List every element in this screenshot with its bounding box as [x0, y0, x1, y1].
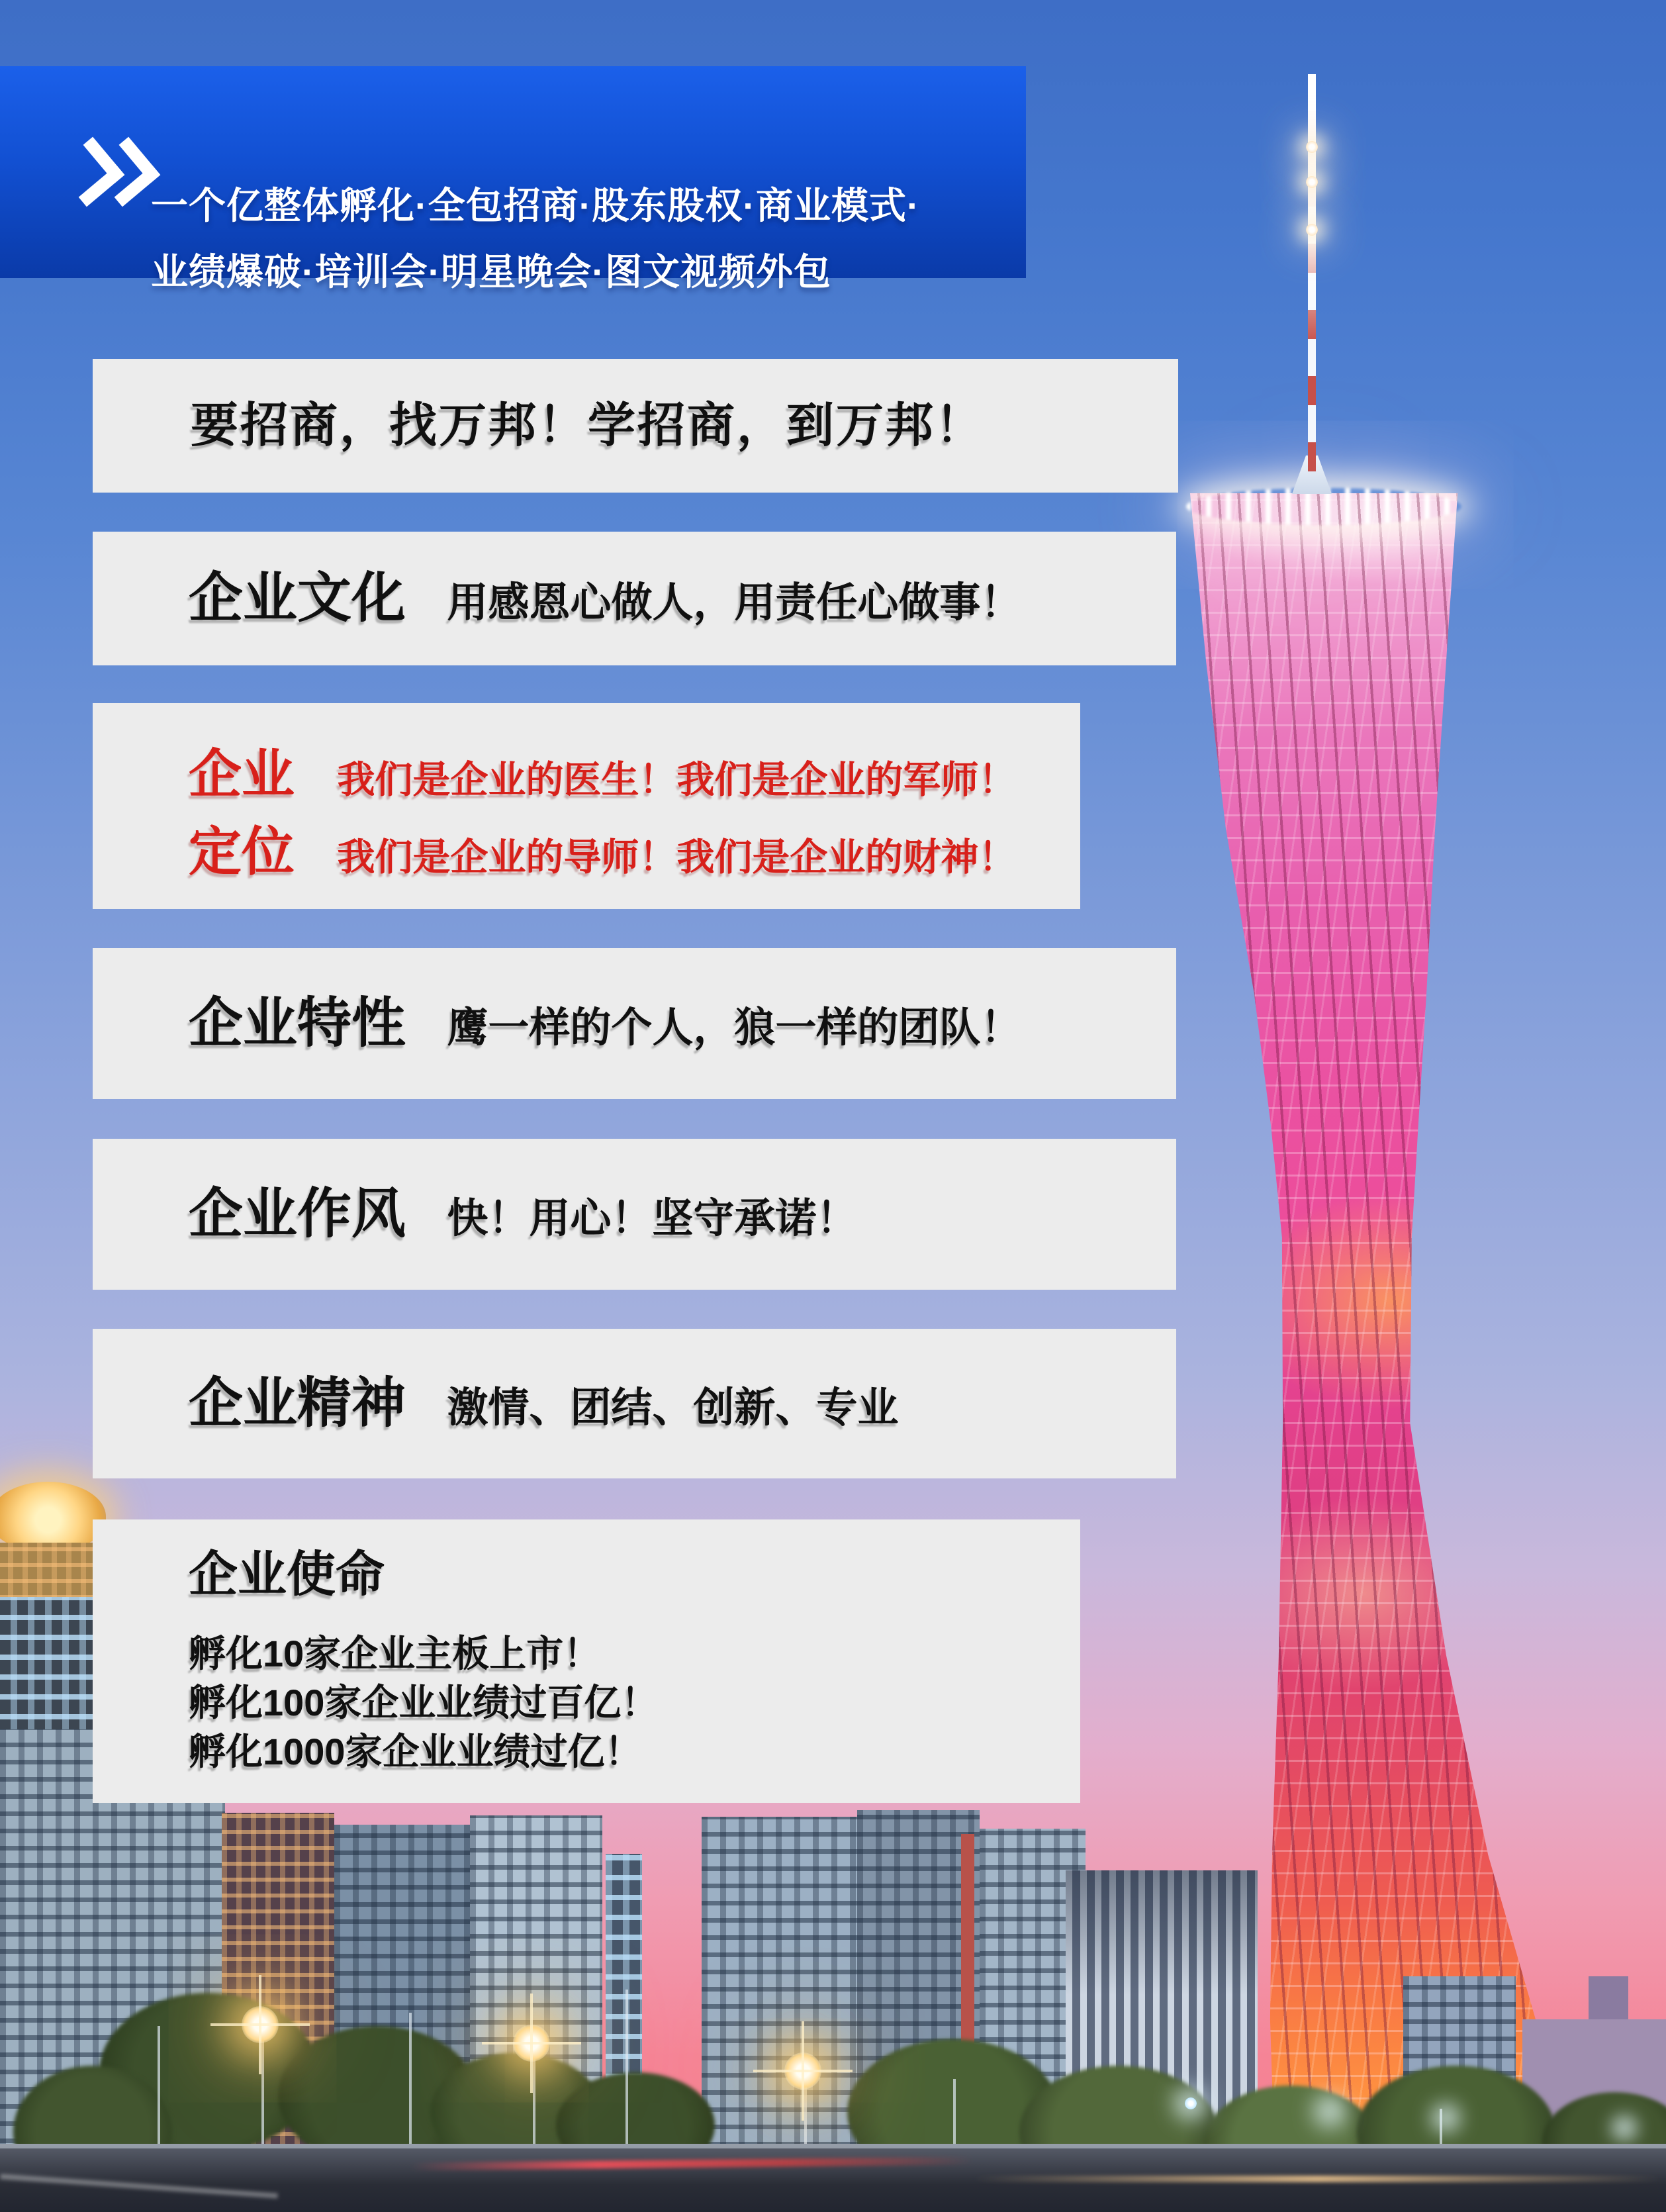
bright-lamp-row	[1185, 2097, 1197, 2109]
section-mission	[93, 1519, 1080, 1803]
section-title: 企业	[189, 745, 295, 804]
section-content: 用感恩心做人，用责任心做事！	[447, 580, 1022, 626]
mission-goal: 孵化1000家企业业绩过亿！	[189, 1731, 642, 1772]
car-light-streak	[973, 2176, 1661, 2182]
building-gold-dome	[0, 1482, 106, 1551]
lamp-starburst	[784, 2052, 821, 2090]
positioning-row	[93, 744, 1080, 821]
slogan-text: 要招商，找万邦！学招商，到万邦！	[191, 399, 986, 452]
slogan-box	[93, 359, 1178, 493]
section-style	[93, 1139, 1176, 1290]
section-culture	[93, 532, 1176, 665]
section-title: 企业使命	[189, 1547, 385, 1602]
banner-line-1: 一个亿整体孵化·全包招商·股东股权·商业模式·	[151, 185, 920, 226]
building-gold-dome-base	[0, 1543, 103, 1599]
banner-services-text	[151, 173, 920, 305]
section-content: 快！用心！坚守承诺！	[447, 1196, 858, 1241]
lamp-starburst	[242, 2006, 279, 2043]
positioning-row	[93, 821, 1080, 898]
section-content: 我们是企业的导师！我们是企业的财神！	[337, 836, 1017, 879]
section-title: 企业特性	[189, 993, 406, 1053]
banner-line-2: 业绩爆破·培训会·明星晚会·图文视频外包	[151, 251, 831, 293]
section-content: 我们是企业的医生！我们是企业的军师！	[337, 759, 1017, 801]
section-title: 企业作风	[189, 1184, 406, 1244]
building-apartment-tower	[702, 1817, 857, 2181]
section-title: 定位	[189, 822, 295, 881]
building-left-tower	[0, 1597, 98, 1739]
section-title: 企业文化	[189, 568, 406, 628]
section-spirit	[93, 1329, 1176, 1478]
lamp-starburst	[513, 2025, 550, 2062]
section-content: 鹰一样的个人，狼一样的团队！	[447, 1005, 1022, 1051]
section-title: 企业精神	[189, 1373, 406, 1433]
section-positioning	[93, 703, 1080, 909]
header-banner	[0, 66, 1026, 293]
section-traits	[93, 948, 1176, 1099]
mission-goal: 孵化10家企业主板上市！	[189, 1633, 601, 1674]
mission-goals	[189, 1629, 1080, 1776]
section-content: 激情、团结、创新、专业	[447, 1385, 899, 1431]
mission-goal: 孵化100家企业业绩过百亿！	[189, 1682, 659, 1723]
